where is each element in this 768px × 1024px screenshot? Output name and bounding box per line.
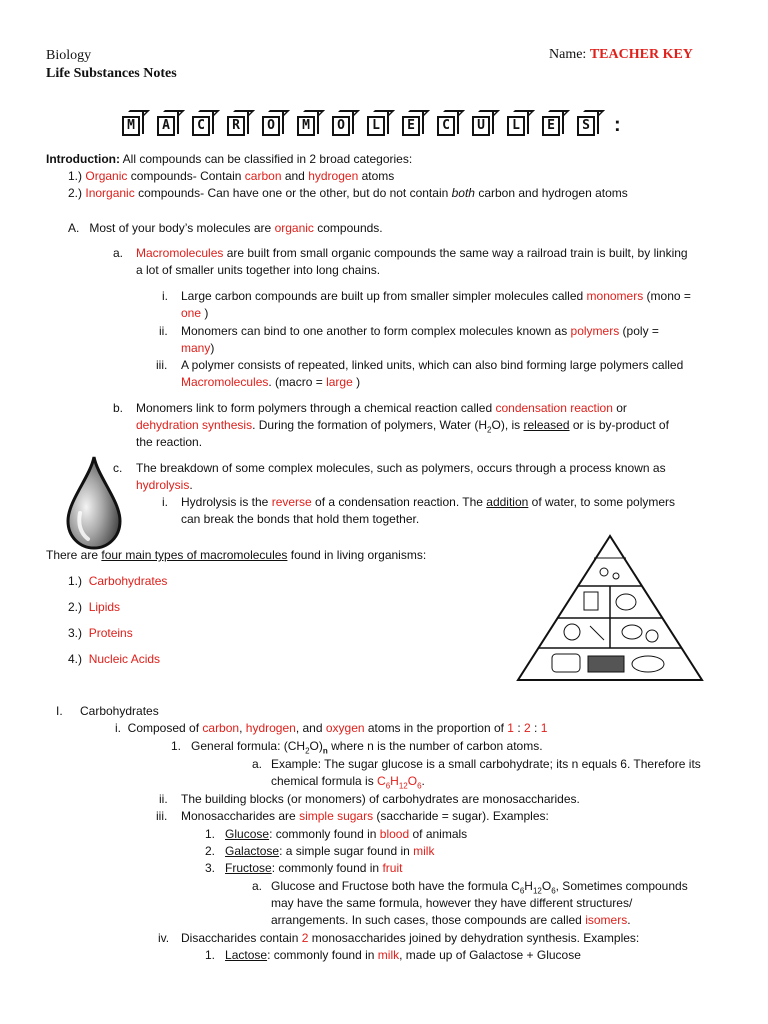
text: :: [530, 721, 541, 735]
type-name: Carbohydrates: [88, 574, 168, 588]
intro-line: [46, 152, 412, 167]
term-many: many: [181, 341, 211, 355]
monosaccharide-item: [205, 861, 402, 876]
text: monosaccharides joined by dehydration synthesis. Examples:: [308, 931, 640, 945]
carbs-ii-label: ii.: [159, 792, 168, 806]
item-a-line2: a lot of smaller units together into long chains.: [136, 263, 381, 277]
term-condensation: condensation reaction: [495, 401, 613, 415]
subscript: n: [322, 746, 328, 756]
isomer-label: a.: [252, 879, 263, 893]
title-letter: U: [472, 116, 490, 136]
title-letter-tile: [507, 110, 531, 136]
isomer-line2: may have the same formula, however they have different structures/: [271, 896, 633, 910]
text: O): [309, 739, 323, 753]
title-letter: S: [577, 116, 595, 136]
notes-title: Life Substances Notes: [46, 66, 177, 81]
label: 1.: [171, 739, 182, 753]
text: compounds.: [313, 221, 383, 235]
text: Large carbon compounds are built up from smaller simpler molecules called: [181, 289, 587, 303]
item-b-label: b.: [113, 401, 124, 415]
term-carbon: carbon: [244, 169, 282, 183]
text: Composed of: [127, 721, 203, 735]
disaccharide-item: [205, 948, 581, 963]
ratio-2: 2: [524, 721, 531, 735]
ratio-1: 1: [507, 721, 514, 735]
title-colon: :: [614, 114, 621, 136]
subscript: 6: [385, 781, 391, 791]
term-macromolecules: Macromolecules: [181, 375, 269, 389]
title-letter: C: [437, 116, 455, 136]
text: O: [407, 774, 418, 788]
num: 1.: [205, 948, 216, 962]
roman-iii-label: iii.: [156, 358, 168, 372]
subscript: 12: [532, 886, 542, 896]
text: of a condensation reaction. The: [311, 495, 487, 509]
item-c-i-line2: can break the bonds that hold them together.: [181, 512, 420, 526]
source: blood: [379, 827, 410, 841]
roman-i-line1: [181, 289, 691, 304]
types-heading: [46, 548, 426, 563]
text: (poly =: [619, 324, 659, 338]
sugar-name: Lactose: [225, 948, 268, 962]
term-carbon: carbon: [202, 721, 240, 735]
title-letter-tile: [227, 110, 251, 136]
text: , made up of Galactose + Glucose: [399, 948, 581, 962]
label: A.: [68, 221, 80, 235]
title-letter: A: [157, 116, 175, 136]
food-pyramid-icon: [512, 532, 708, 684]
roman-i-label: i.: [162, 289, 168, 303]
intro-text: All compounds can be classified in 2 broad categories:: [119, 152, 413, 166]
carbs-ii-text: The building blocks (or monomers) of carbohydrates are monosaccharides.: [181, 792, 580, 806]
item-b-line3: the reaction.: [136, 435, 203, 449]
text: found in living organisms:: [287, 548, 427, 562]
sugar-name: Galactose: [225, 844, 280, 858]
text: . During the formation of polymers, Water (H: [252, 418, 488, 432]
text: ): [201, 306, 209, 320]
term-organic: Organic: [85, 169, 128, 183]
title-letter: E: [402, 116, 420, 136]
subscript: 12: [398, 781, 408, 791]
term-hydrolysis: hydrolysis: [136, 478, 190, 492]
text: Glucose and Fructose both have the formula C: [271, 879, 520, 893]
text: Monomers link to form polymers through a chemical reaction called: [136, 401, 496, 415]
title-letter-tile: [297, 110, 321, 136]
item-c-line1: The breakdown of some complex molecules, such as polymers, occurs through a process known as: [136, 461, 666, 475]
type-name: Proteins: [88, 626, 133, 640]
term-dehydration: dehydration synthesis: [136, 418, 253, 432]
text: There are: [46, 548, 102, 562]
name-line: [549, 47, 693, 63]
type-list-item: [68, 574, 167, 589]
term-addition: addition: [486, 495, 529, 509]
text: O), is: [491, 418, 524, 432]
term-monomers: monomers: [586, 289, 644, 303]
text: ): [210, 341, 215, 355]
text: O: [541, 879, 552, 893]
type-list-item: [68, 626, 133, 641]
carbs-iii-label: iii.: [156, 809, 168, 823]
text: atoms: [358, 169, 395, 183]
sugar-name: Glucose: [225, 827, 270, 841]
ratio-3: 1: [540, 721, 548, 735]
term-one: one: [181, 306, 202, 320]
intro-item-1: [68, 169, 394, 184]
text: H: [390, 774, 399, 788]
num: 2.): [68, 600, 83, 614]
general-formula: [171, 739, 543, 758]
term-macromolecules: Macromolecules: [136, 246, 224, 260]
term-released: released: [523, 418, 570, 432]
text: :: [513, 721, 524, 735]
type-name: Lipids: [88, 600, 121, 614]
source: milk: [413, 844, 435, 858]
text: , and: [295, 721, 326, 735]
term-large: large: [326, 375, 353, 389]
term-oxygen: oxygen: [325, 721, 365, 735]
text: H: [524, 879, 533, 893]
carbs-iv-text: [181, 931, 639, 946]
subscript: 6: [519, 886, 525, 896]
text: : commonly found in: [267, 948, 378, 962]
num: 3.): [68, 626, 83, 640]
title-letter-tile: [367, 110, 391, 136]
carbs-iv-label: iv.: [158, 931, 170, 945]
text: atoms in the proportion of: [364, 721, 508, 735]
text: carbon and hydrogen atoms: [474, 186, 628, 200]
roman-ii-line1: [181, 324, 659, 339]
term-two: 2: [301, 931, 309, 945]
text: (saccharide = sugar). Examples:: [373, 809, 549, 823]
text: (mono =: [643, 289, 691, 303]
term-organic: organic: [274, 221, 314, 235]
roman-iii-line1: A polymer consists of repeated, linked units, which can also bind forming large polymers called: [181, 358, 684, 372]
num: 1.): [68, 169, 83, 183]
text: Hydrolysis is the: [181, 495, 272, 509]
text: . (macro =: [268, 375, 327, 389]
title-letter: O: [262, 116, 280, 136]
section-a: [68, 221, 383, 236]
text: or: [612, 401, 627, 415]
text: .: [627, 913, 631, 927]
num: 1.): [68, 574, 83, 588]
item-c-i-line1: [181, 495, 675, 510]
text: compounds- Can have one or the other, but do not contain: [134, 186, 452, 200]
title-letter-tile: [437, 110, 461, 136]
text: arrangements. In such cases, those compounds are called: [271, 913, 586, 927]
item-b-line2: [136, 418, 669, 437]
text: Most of your body’s molecules are: [89, 221, 275, 235]
roman-ii-line2: [181, 341, 214, 356]
term-polymers: polymers: [570, 324, 620, 338]
term-isomers: isomers: [585, 913, 628, 927]
name-value: TEACHER KEY: [589, 47, 693, 62]
text-both: both: [451, 186, 475, 200]
text: : commonly found in: [269, 827, 380, 841]
title-letter-tile: [332, 110, 356, 136]
example-label: a.: [252, 757, 263, 771]
item-a-line1: [136, 246, 688, 261]
title-letter-tile: [122, 110, 146, 136]
title-letter-tile: [577, 110, 601, 136]
item-c-line2: [136, 478, 193, 493]
sugar-name: Fructose: [225, 861, 272, 875]
num: 3.: [205, 861, 216, 875]
title-letter-tile: [192, 110, 216, 136]
text: ,: [239, 721, 246, 735]
text: , Sometimes compounds: [555, 879, 688, 893]
text: of animals: [409, 827, 468, 841]
title-letter: C: [192, 116, 210, 136]
title-letter-tile: [402, 110, 426, 136]
carbs-label: I.: [56, 704, 63, 718]
term-hydrogen: hydrogen: [308, 169, 359, 183]
title-letter: L: [507, 116, 525, 136]
item-c-label: c.: [113, 461, 123, 475]
roman-i-line2: [181, 306, 208, 321]
roman-iii-line2: [181, 375, 360, 390]
text: Disaccharides contain: [181, 931, 302, 945]
text: .: [421, 774, 425, 788]
num: 1.: [205, 827, 216, 841]
text: : commonly found in: [271, 861, 383, 875]
title-letter-tile: [262, 110, 286, 136]
type-list-item: [68, 600, 120, 615]
subscript: 6: [417, 781, 422, 791]
text: .: [189, 478, 193, 492]
num: 2.: [205, 844, 216, 858]
text: Monomers can bind to one another to form complex molecules known as: [181, 324, 571, 338]
text: of water, to some polymers: [528, 495, 676, 509]
item-a-label: a.: [113, 246, 124, 260]
carbs-heading: Carbohydrates: [80, 704, 159, 718]
title-letter: L: [367, 116, 385, 136]
name-label: Name:: [549, 47, 587, 62]
example-line1: Example: The sugar glucose is a small carbohydrate; its n equals 6. Therefore its: [271, 757, 701, 771]
text: ): [352, 375, 361, 389]
title-letter-tile: [472, 110, 496, 136]
subscript: 2: [305, 746, 310, 756]
num: 4.): [68, 652, 83, 666]
type-name: Nucleic Acids: [88, 652, 161, 666]
macromolecules-title: [122, 110, 642, 140]
text: : a simple sugar found in: [279, 844, 414, 858]
text: or is by-product of: [569, 418, 669, 432]
title-letter: M: [297, 116, 315, 136]
intro-lead: Introduction:: [46, 152, 120, 166]
monosaccharide-item: [205, 827, 467, 842]
term-hydrogen: hydrogen: [245, 721, 296, 735]
title-letter: O: [332, 116, 350, 136]
title-letter-tile: [157, 110, 181, 136]
text: and: [281, 169, 309, 183]
text: General formula: (CH: [191, 739, 306, 753]
type-list-item: [68, 652, 160, 667]
source: milk: [377, 948, 400, 962]
subscript: 2: [487, 425, 492, 435]
text: are built from small organic compounds the same way a railroad train is built, by linking: [223, 246, 688, 260]
text: where n is the number of carbon atoms.: [327, 739, 543, 753]
text: C: [377, 774, 386, 788]
item-c-i-label: i.: [162, 495, 168, 509]
title-letter: E: [542, 116, 560, 136]
label: i.: [115, 721, 121, 735]
title-letter: R: [227, 116, 245, 136]
underlined-text: four main types of macromolecules: [101, 548, 288, 562]
title-letter: M: [122, 116, 140, 136]
text: Monosaccharides are: [181, 809, 300, 823]
num: 2.): [68, 186, 83, 200]
source: fruit: [382, 861, 403, 875]
monosaccharide-item: [205, 844, 434, 859]
carbs-i: [115, 721, 547, 736]
item-b-line1: [136, 401, 627, 416]
term-reverse: reverse: [271, 495, 312, 509]
text: chemical formula is: [271, 774, 378, 788]
example-line2: [271, 774, 425, 793]
subscript: 6: [551, 886, 556, 896]
text: compounds- Contain: [127, 169, 245, 183]
carbs-iii-text: [181, 809, 549, 824]
isomer-line3: [271, 913, 631, 928]
title-letter-tile: [542, 110, 566, 136]
term-simple-sugars: simple sugars: [299, 809, 374, 823]
term-inorganic: Inorganic: [85, 186, 135, 200]
glucose-formula: [377, 774, 422, 791]
roman-ii-label: ii.: [159, 324, 168, 338]
intro-item-2: [68, 186, 628, 201]
course-label: Biology: [46, 48, 92, 63]
